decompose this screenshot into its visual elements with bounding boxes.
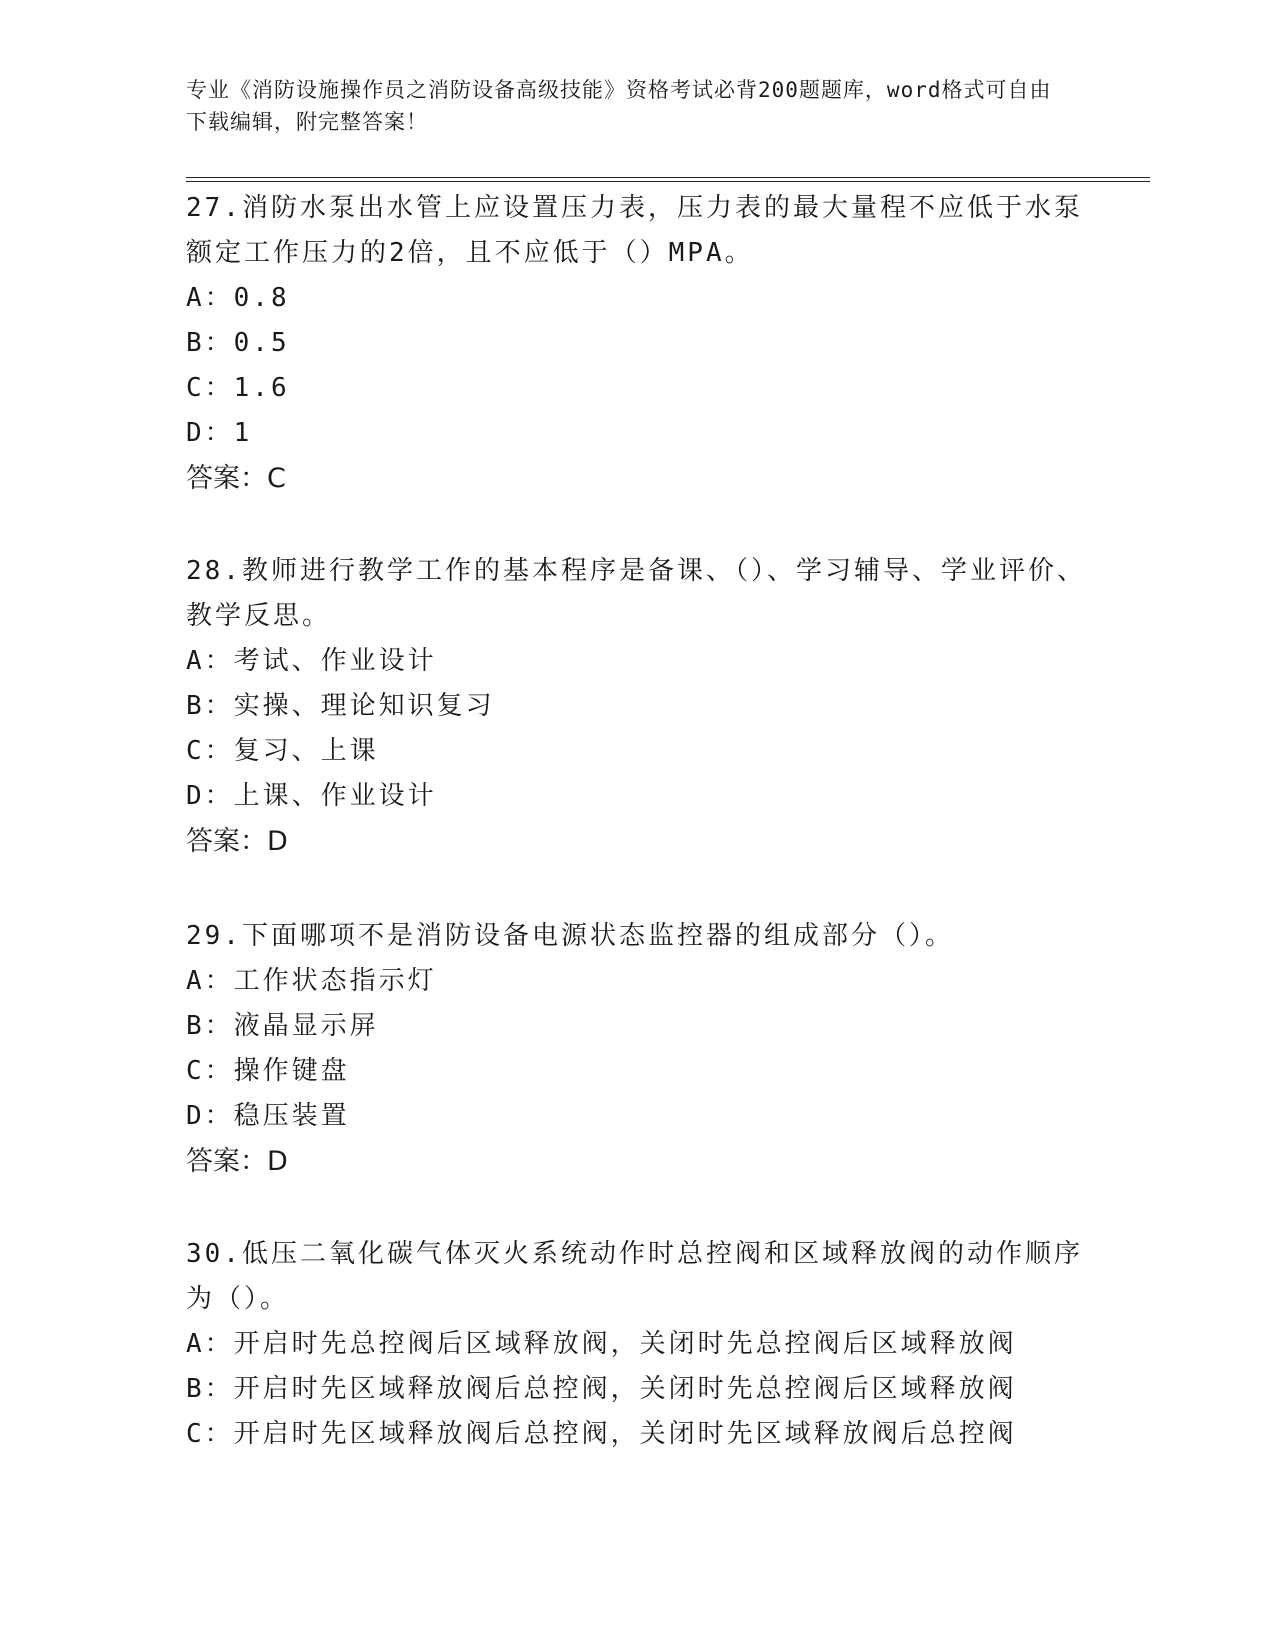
page-header: 专业《消防设施操作员之消防设备高级技能》资格考试必背200题题库，word格式可自由下载编辑，附完整答案！ — [186, 78, 1052, 134]
option-c: C：开启时先区域释放阀后总控阀，关闭时先区域释放阀后总控阀 — [186, 1419, 1017, 1449]
question-stem: 27.消防水泵出水管上应设置压力表，压力表的最大量程不应低于水泵额定工作压力的2倍，且不应低于（）MPA。 — [186, 193, 1083, 268]
option-a: A：工作状态指示灯 — [186, 966, 437, 996]
question-30 — [186, 1232, 1086, 1457]
option-a: A：开启时先总控阀后区域释放阀，关闭时先总控阀后区域释放阀 — [186, 1329, 1017, 1359]
question-29 — [186, 914, 1086, 1184]
answer: 答案：D — [186, 826, 288, 857]
option-d: D：1 — [186, 418, 253, 448]
option-c: C：操作键盘 — [186, 1056, 350, 1086]
option-b: B：开启时先区域释放阀后总控阀，关闭时先总控阀后区域释放阀 — [186, 1374, 1017, 1404]
question-27 — [186, 186, 1086, 501]
question-stem: 29.下面哪项不是消防设备电源状态监控器的组成部分（）。 — [186, 921, 954, 951]
answer: 答案：D — [186, 1146, 288, 1177]
option-c: C：复习、上课 — [186, 736, 379, 766]
answer: 答案：C — [186, 463, 286, 494]
option-b: B：0.5 — [186, 328, 290, 358]
option-b: B：液晶显示屏 — [186, 1011, 379, 1041]
option-a: A：考试、作业设计 — [186, 646, 437, 676]
question-stem: 30.低压二氧化碳气体灭火系统动作时总控阀和区域释放阀的动作顺序为（）。 — [186, 1239, 1083, 1314]
option-c: C：1.6 — [186, 373, 290, 403]
option-d: D：稳压装置 — [186, 1101, 350, 1131]
question-stem: 28.教师进行教学工作的基本程序是备课、（）、学习辅导、学业评价、教学反思。 — [186, 556, 1086, 631]
option-d: D：上课、作业设计 — [186, 781, 437, 811]
option-a: A：0.8 — [186, 283, 290, 313]
option-b: B：实操、理论知识复习 — [186, 691, 495, 721]
header-divider — [186, 177, 1150, 182]
question-28 — [186, 549, 1086, 864]
